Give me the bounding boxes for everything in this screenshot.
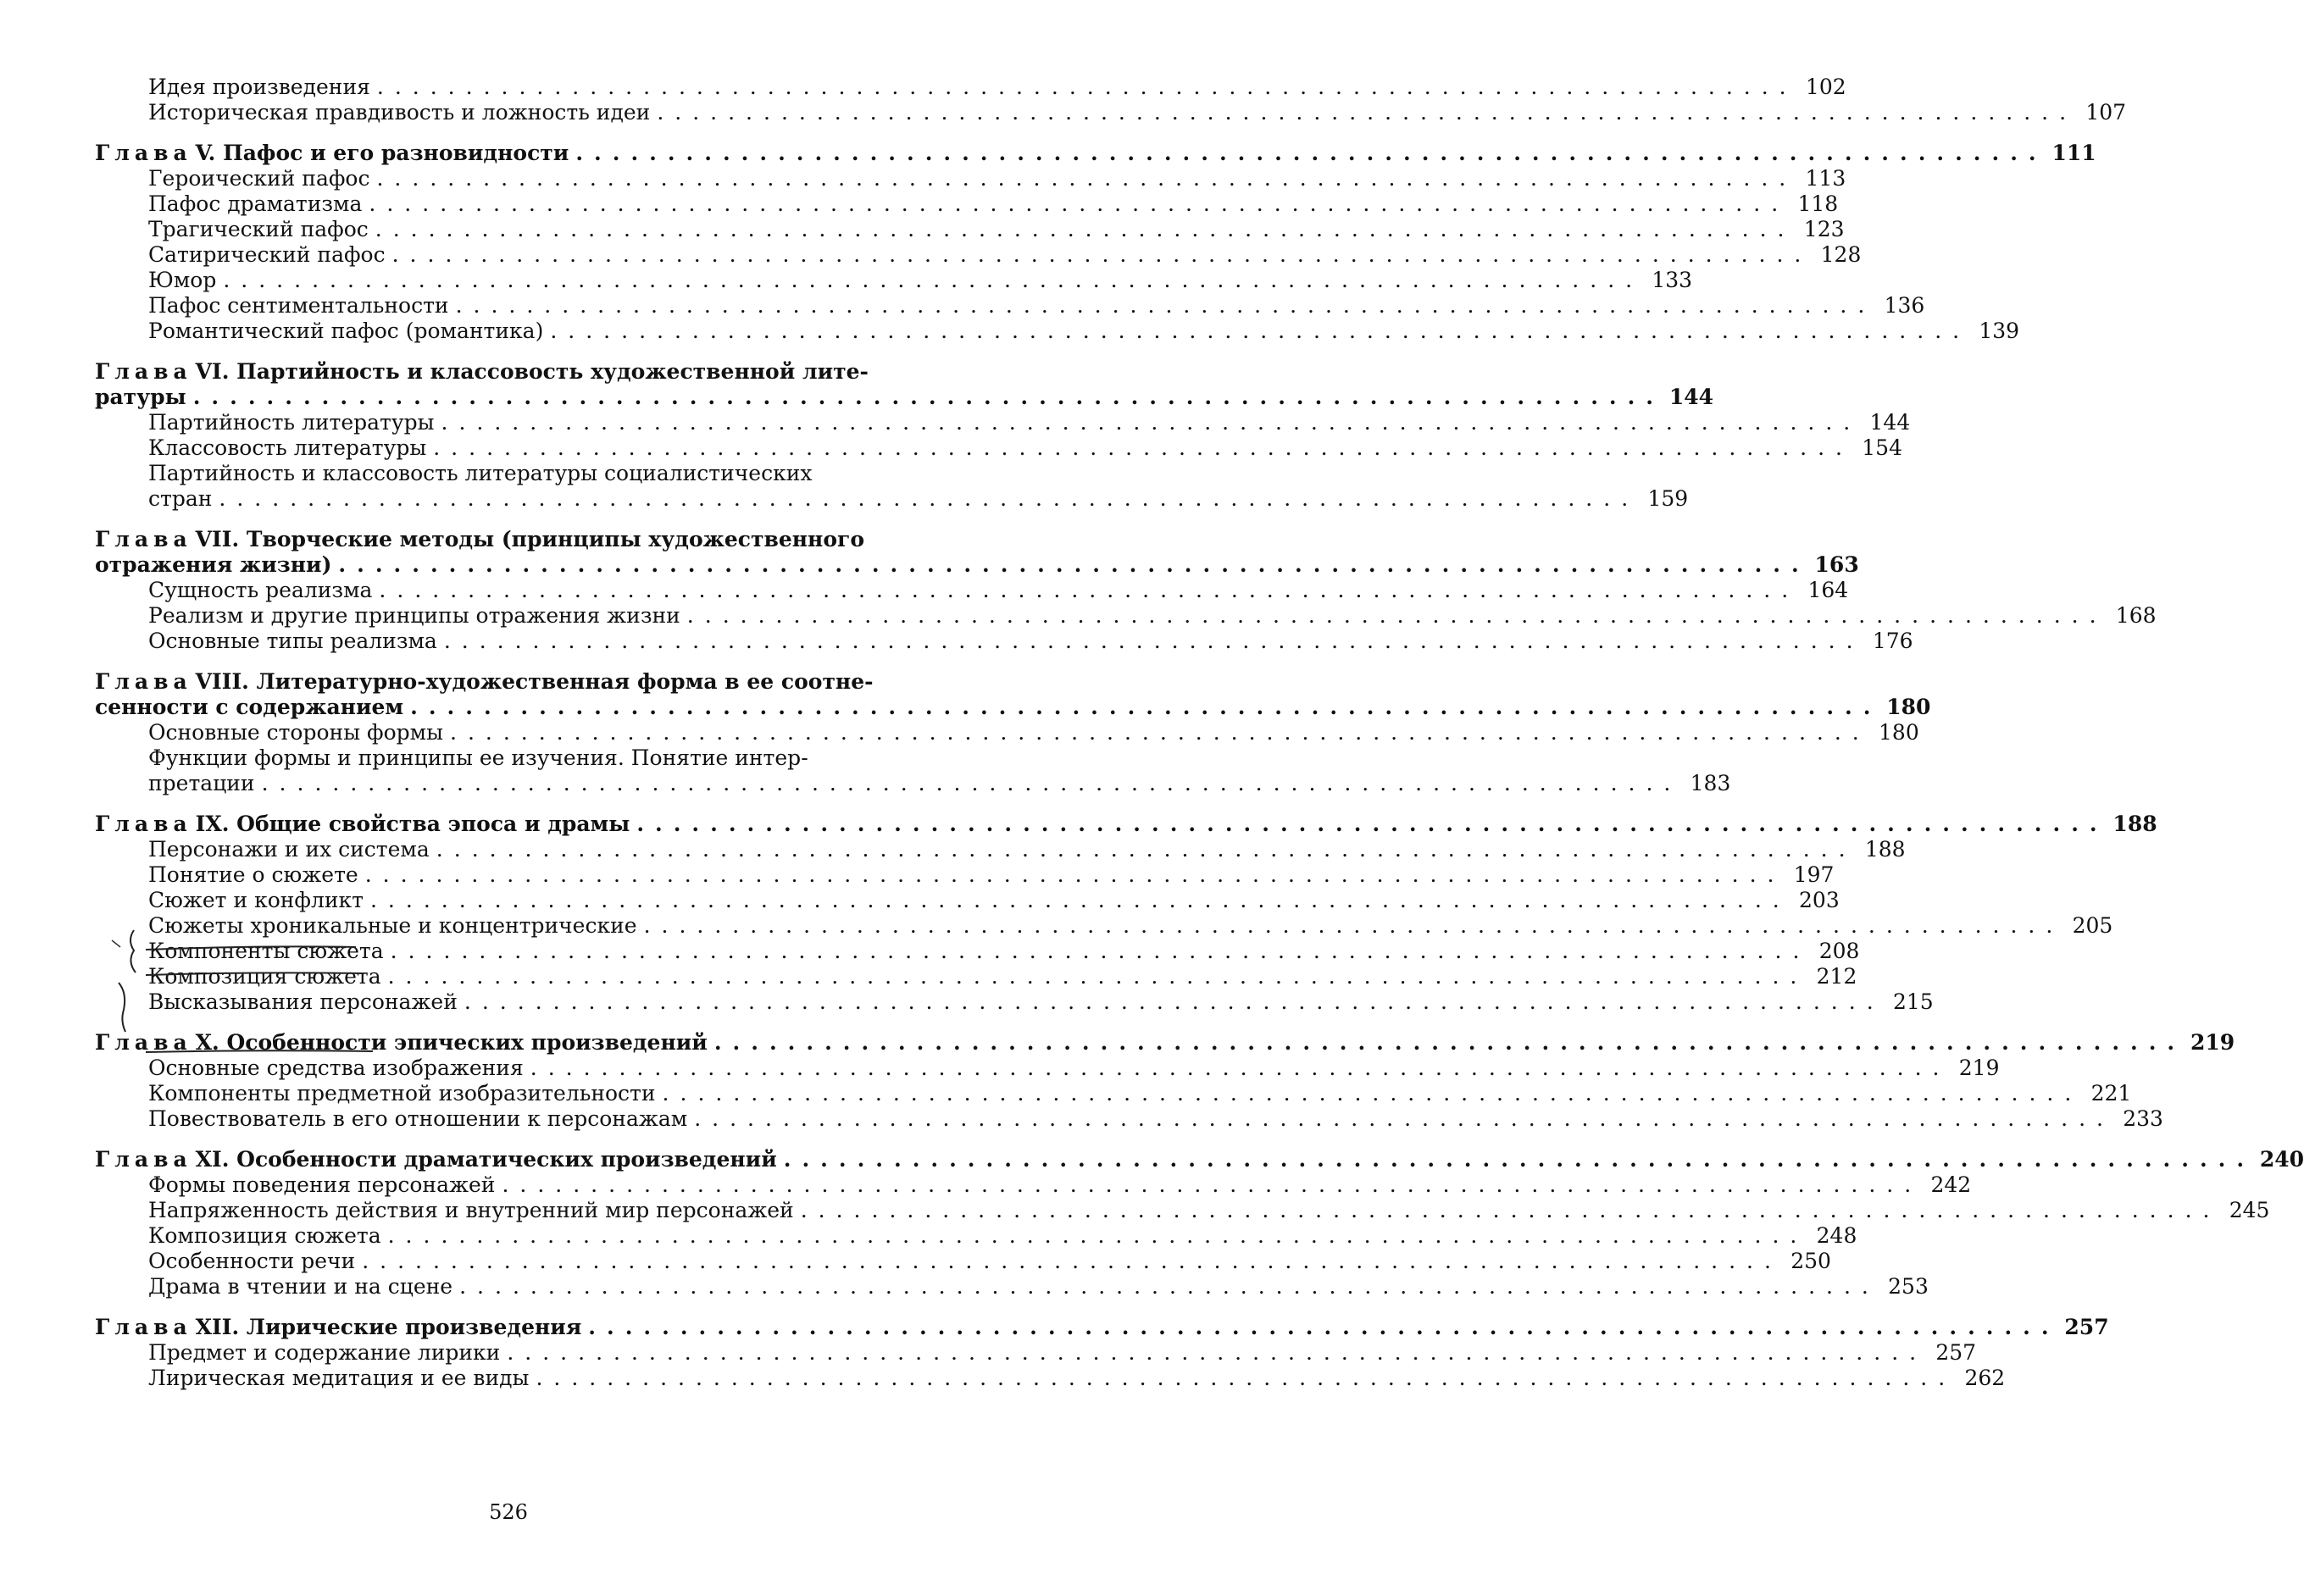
- section-title: Сатирический пафос: [148, 242, 386, 267]
- dot-leader: ................................................................................: [376, 75, 1797, 99]
- page-ref: 257: [2064, 1315, 2109, 1339]
- page-ref: 219: [1958, 1056, 2000, 1080]
- page-ref: 113: [1805, 166, 1846, 191]
- dot-leader: ................................................................................: [223, 268, 1644, 292]
- section-title: Понятие о сюжете: [148, 862, 358, 887]
- page-ref: 233: [2123, 1106, 2163, 1131]
- dot-leader: ................................................................................: [530, 1056, 1951, 1080]
- section-title: Композиция сюжета: [148, 1223, 381, 1248]
- dot-leader: ................................................................................: [390, 939, 1811, 963]
- page-ref: 248: [1816, 1223, 1857, 1248]
- toc-entry-line: [148, 242, 1862, 268]
- dot-leader: ................................................................................: [433, 435, 1853, 460]
- toc-chapter-line: [95, 385, 1714, 410]
- dot-leader: ................................................................................: [261, 771, 1682, 795]
- page-ref: 176: [1872, 629, 1913, 653]
- section-title: Трагический пафос: [148, 217, 369, 241]
- page-ref: 257: [1935, 1340, 1977, 1365]
- toc-entry-line: [148, 486, 1689, 512]
- chapter-number: X.: [195, 1030, 219, 1055]
- page-ref: 136: [1884, 293, 1925, 318]
- chapter-number: VII.: [195, 527, 240, 551]
- section-title: Функции формы и принципы ее изучения. Понятие интер-: [148, 745, 808, 770]
- toc-entry-line: [148, 913, 2113, 939]
- section-title: Партийность и классовость литературы социалистических: [148, 461, 813, 485]
- toc-entry-line: [148, 1249, 1831, 1274]
- page-ref: 197: [1793, 862, 1835, 887]
- page-ref: 144: [1869, 410, 1911, 435]
- toc-chapter-line: [95, 812, 2157, 837]
- page-ref: 159: [1647, 486, 1689, 511]
- toc-entry-line: [148, 1198, 2270, 1223]
- dot-leader: ................................................................................: [387, 1223, 1808, 1248]
- toc-entry-line: [148, 1274, 1929, 1300]
- page-ref: 144: [1668, 385, 1714, 409]
- toc-entry-line: [148, 964, 1857, 989]
- chapter-title: Особенности драматических произведений: [236, 1147, 777, 1172]
- section-title: Партийность литературы: [148, 410, 435, 435]
- page-ref: 180: [1886, 695, 1931, 719]
- page-ref: 139: [1979, 319, 2020, 343]
- dot-leader: ................................................................................: [550, 319, 1971, 343]
- chapter-title: Пафос и его разновидности: [223, 141, 569, 165]
- dot-leader: ................................................................................: [364, 862, 1785, 887]
- chapter-number: XII.: [195, 1315, 240, 1339]
- toc-entry-line: [148, 293, 1925, 319]
- page-ref: 221: [2090, 1081, 2132, 1106]
- toc-entry-line: [148, 100, 2127, 125]
- page-ref: 183: [1690, 771, 1731, 795]
- toc-entry-line: [148, 862, 1835, 888]
- page-ref: 215: [1892, 989, 1934, 1014]
- dot-leader: ................................................................................: [338, 552, 1810, 577]
- section-title: Персонажи и их система: [148, 837, 430, 862]
- toc-entry-line: [148, 989, 1934, 1015]
- dot-leader: ................................................................................: [800, 1198, 2221, 1222]
- page-ref: 107: [2085, 100, 2127, 125]
- page-ref: 188: [1864, 837, 1906, 862]
- toc-entry-line: [148, 1223, 1857, 1249]
- dot-leader: ................................................................................: [192, 385, 1665, 409]
- toc-chapter-line: [95, 527, 925, 552]
- toc-chapter-line: [95, 1315, 2109, 1340]
- page-ref: 219: [2190, 1030, 2235, 1055]
- page-ref: 240: [2259, 1147, 2304, 1172]
- dot-leader: ................................................................................: [536, 1366, 1957, 1390]
- dot-leader: ................................................................................: [657, 100, 2078, 125]
- dot-leader: ................................................................................: [686, 603, 2107, 628]
- dot-leader: ................................................................................: [436, 837, 1857, 862]
- chapter-number: VIII.: [195, 669, 249, 694]
- page-ref: 168: [2115, 603, 2157, 628]
- page-ref: 133: [1652, 268, 1693, 292]
- toc-chapter-line: [95, 141, 2096, 166]
- section-title: Компоненты сюжета: [148, 939, 384, 963]
- dot-leader: ................................................................................: [450, 720, 1870, 745]
- dot-leader: ................................................................................: [375, 217, 1796, 241]
- section-title: Высказывания персонажей: [148, 989, 458, 1014]
- section-title: Сюжет и конфликт: [148, 888, 364, 912]
- dot-leader: ................................................................................: [387, 964, 1808, 989]
- toc-entry-line: [148, 75, 1846, 100]
- dot-leader: ................................................................................: [410, 695, 1882, 719]
- chapter-title: ратуры: [95, 385, 186, 409]
- section-title: Повествователь в его отношении к персонажам: [148, 1106, 688, 1131]
- section-title: Юмор: [148, 268, 217, 292]
- chapter-number: XI.: [195, 1147, 230, 1172]
- dot-leader: ................................................................................: [713, 1030, 2186, 1055]
- toc-chapter-line: [95, 552, 1859, 578]
- toc-entry-line: [148, 837, 1906, 862]
- dot-leader: ................................................................................: [391, 242, 1813, 267]
- dot-leader: ................................................................................: [443, 629, 1864, 653]
- section-title: стран: [148, 486, 213, 511]
- section-title: Композиция сюжета: [148, 964, 381, 989]
- chapter-word: Глава: [95, 1315, 192, 1339]
- toc-entry-line: [148, 1366, 2006, 1391]
- toc-chapter-line: [95, 1030, 2235, 1056]
- toc-entry-line: [148, 888, 1840, 913]
- dot-leader: ................................................................................: [662, 1081, 2083, 1106]
- toc-chapter-line: [95, 669, 925, 695]
- dot-leader: ................................................................................: [376, 166, 1797, 191]
- toc-entry-line: [148, 1056, 2000, 1081]
- toc-entry-line: [148, 771, 1731, 796]
- dot-leader: ................................................................................: [441, 410, 1862, 435]
- toc-entry-line: [148, 217, 1845, 242]
- dot-leader: ................................................................................: [502, 1172, 1923, 1197]
- toc-entry-line: [148, 1106, 2163, 1132]
- section-title: Сущность реализма: [148, 578, 373, 602]
- toc-entry-line: [148, 435, 1902, 461]
- section-title: Основные стороны формы: [148, 720, 443, 745]
- toc-chapter-line: [95, 359, 925, 385]
- chapter-title: Партийность и классовость художественной лите-: [236, 359, 869, 384]
- section-title: Героический пафос: [148, 166, 370, 191]
- toc-entry-line: [148, 268, 1693, 293]
- toc-entry-line: [148, 410, 1911, 435]
- section-title: Компоненты предметной изобразительности: [148, 1081, 656, 1106]
- chapter-title: Лирические произведения: [246, 1315, 582, 1339]
- section-title: Романтический пафос (романтика): [148, 319, 544, 343]
- page-ref: 203: [1799, 888, 1840, 912]
- chapter-word: Глава: [95, 359, 192, 384]
- chapter-title: сенности с содержанием: [95, 695, 404, 719]
- chapter-title: Общие свойства эпоса и драмы: [236, 812, 630, 836]
- toc-entry-line: [148, 578, 1849, 603]
- page-ref: 118: [1797, 191, 1839, 216]
- chapter-word: Глава: [95, 527, 192, 551]
- page-ref: 245: [2229, 1198, 2270, 1222]
- toc-chapter-line: [95, 1147, 2304, 1172]
- section-title: претации: [148, 771, 255, 795]
- page-ref: 111: [2051, 141, 2096, 165]
- page-ref: 212: [1816, 964, 1857, 989]
- chapter-word: Глава: [95, 669, 192, 694]
- dot-leader: ................................................................................: [588, 1315, 2060, 1339]
- section-title: Сюжеты хроникальные и концентрические: [148, 913, 637, 938]
- chapter-word: Глава: [95, 812, 192, 836]
- section-title: Историческая правдивость и ложность идеи: [148, 100, 651, 125]
- toc-entry-line: [148, 745, 925, 771]
- page-ref: 242: [1930, 1172, 1972, 1197]
- dot-leader: ................................................................................: [379, 578, 1800, 602]
- chapter-number: VI.: [195, 359, 230, 384]
- section-title: Драма в чтении и на сцене: [148, 1274, 453, 1299]
- section-title: Лирическая медитация и ее виды: [148, 1366, 530, 1390]
- toc-entry-line: [148, 1172, 1972, 1198]
- section-title: Классовость литературы: [148, 435, 427, 460]
- chapter-word: Глава: [95, 141, 192, 165]
- toc-entry-line: [148, 1081, 2132, 1106]
- page-ref: 188: [2112, 812, 2157, 836]
- page-ref: 164: [1807, 578, 1849, 602]
- page-ref: 262: [1964, 1366, 2006, 1390]
- dot-leader: ................................................................................: [455, 293, 1876, 318]
- toc-entry-line: [148, 1340, 1977, 1366]
- chapter-title: Литературно-художественная форма в ее соотне-: [256, 669, 874, 694]
- chapter-title: отражения жизни): [95, 552, 332, 577]
- toc-entry-line: [148, 939, 1860, 964]
- dot-leader: ................................................................................: [694, 1106, 2114, 1131]
- page-number: 526: [489, 1500, 528, 1524]
- dot-leader: ................................................................................: [507, 1340, 1928, 1365]
- section-title: Реализм и другие принципы отражения жизни: [148, 603, 680, 628]
- page-ref: 128: [1820, 242, 1862, 267]
- toc-entry-line: [148, 319, 2020, 344]
- dot-leader: ................................................................................: [464, 989, 1885, 1014]
- dot-leader: ................................................................................: [783, 1147, 2256, 1172]
- dot-leader: ................................................................................: [643, 913, 2064, 938]
- dot-leader: ................................................................................: [219, 486, 1640, 511]
- page-ref: 154: [1862, 435, 1902, 460]
- section-title: Основные типы реализма: [148, 629, 437, 653]
- toc-entry-line: [148, 166, 1846, 191]
- dot-leader: ................................................................................: [369, 888, 1790, 912]
- section-title: Формы поведения персонажей: [148, 1172, 496, 1197]
- section-title: Основные средства изображения: [148, 1056, 524, 1080]
- chapter-number: V.: [195, 141, 216, 165]
- chapter-word: Глава: [95, 1030, 192, 1055]
- chapter-title: Творческие методы (принципы художественного: [246, 527, 865, 551]
- page-ref: 163: [1814, 552, 1859, 577]
- section-title: Пафос драматизма: [148, 191, 363, 216]
- dot-leader: ................................................................................: [459, 1274, 1879, 1299]
- dot-leader: ................................................................................: [369, 191, 1790, 216]
- section-title: Напряженность действия и внутренний мир персонажей: [148, 1198, 794, 1222]
- toc-entry-line: [148, 191, 1839, 217]
- toc-entry-line: [148, 720, 1919, 745]
- toc-chapter-line: [95, 695, 1931, 720]
- toc-entry-line: [148, 603, 2157, 629]
- toc-entry-line: [148, 629, 1913, 654]
- page-ref: 208: [1818, 939, 1860, 963]
- page-ref: 253: [1888, 1274, 1929, 1299]
- page-ref: 180: [1879, 720, 1919, 745]
- section-title: Пафос сентиментальности: [148, 293, 449, 318]
- dot-leader: ................................................................................: [575, 141, 2047, 165]
- chapter-number: IX.: [195, 812, 230, 836]
- page-ref: 205: [2072, 913, 2113, 938]
- dot-leader: ................................................................................: [362, 1249, 1782, 1273]
- page-ref: 123: [1803, 217, 1845, 241]
- section-title: Идея произведения: [148, 75, 370, 99]
- dot-leader: ................................................................................: [636, 812, 2108, 836]
- page-ref: 102: [1805, 75, 1846, 99]
- page-ref: 250: [1790, 1249, 1831, 1273]
- toc-entry-line: [148, 461, 925, 486]
- chapter-word: Глава: [95, 1147, 192, 1172]
- chapter-title: Особенности эпических произведений: [226, 1030, 708, 1055]
- section-title: Предмет и содержание лирики: [148, 1340, 501, 1365]
- section-title: Особенности речи: [148, 1249, 356, 1273]
